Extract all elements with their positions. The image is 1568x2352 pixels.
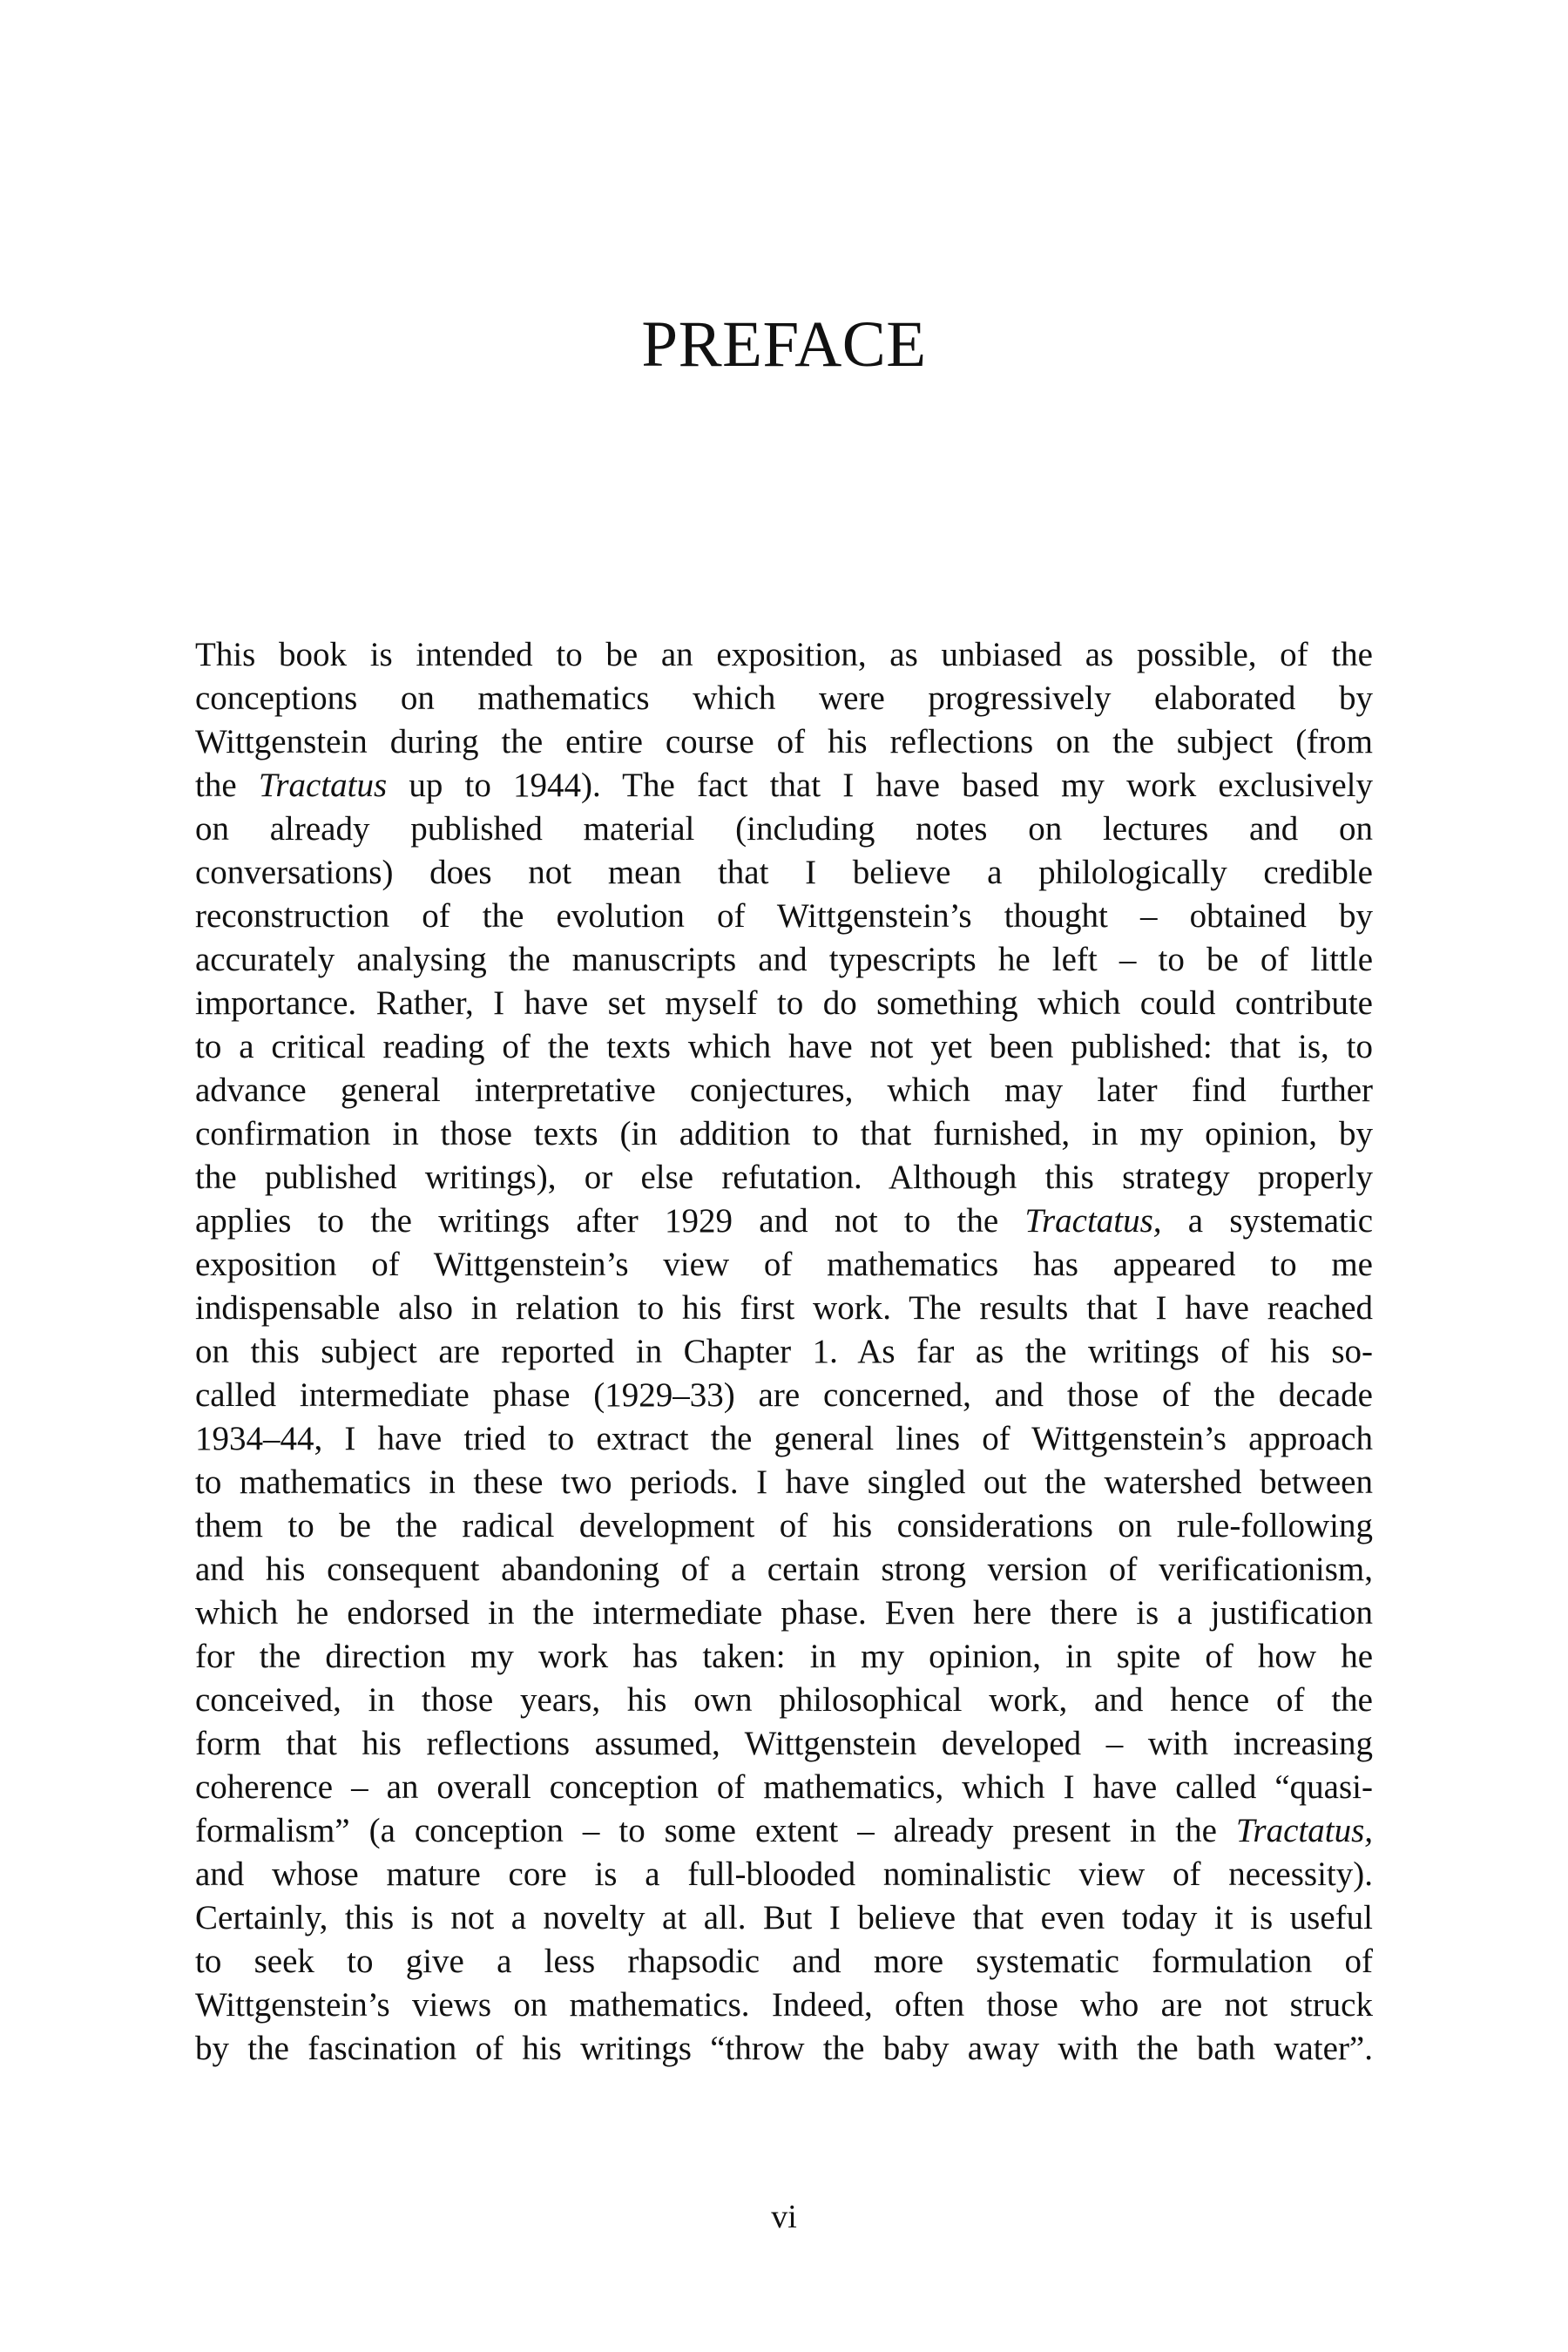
text-line — [195, 1853, 1373, 1896]
text-line — [195, 1330, 1373, 1374]
text-segment: Certainly, this is not a novelty at all. But I believe that even today it is useful — [195, 1899, 1373, 1936]
text-segment: called intermediate phase (1929–33) are concerned, and those of the decade — [195, 1376, 1373, 1414]
text-segment: 1934–44, I have tried to extract the general lines of Wittgenstein’s approach — [195, 1420, 1373, 1457]
text-segment: confirmation in those texts (in addition to that furnished, in my opinion, by — [195, 1115, 1373, 1152]
text-line — [195, 1592, 1373, 1635]
text-segment: exposition of Wittgenstein’s view of mathematics has appeared to me — [195, 1246, 1373, 1283]
text-line — [195, 808, 1373, 851]
text-line — [195, 1984, 1373, 2027]
text-line — [195, 1766, 1373, 1809]
text-segment: and whose mature core is a full-blooded nominalistic view of necessity). — [195, 1855, 1373, 1893]
text-segment: applies to the writings after 1929 and not to the — [195, 1202, 1025, 1240]
text-line — [195, 764, 1373, 808]
text-line — [195, 1548, 1373, 1592]
italic-title: Tractatus, — [1024, 1202, 1162, 1240]
text-segment: to mathematics in these two periods. I have singled out the watershed between — [195, 1463, 1373, 1501]
text-segment: on already published material (including notes on lectures and on — [195, 810, 1373, 848]
text-segment: formalism” (a conception – to some extent – already present in the — [195, 1812, 1236, 1849]
text-segment: advance general interpretative conjectures, which may later find further — [195, 1071, 1373, 1109]
text-segment: accurately analysing the manuscripts and typescripts he left – to be of little — [195, 941, 1373, 978]
text-segment: reconstruction of the evolution of Wittgenstein’s thought – obtained by — [195, 897, 1373, 935]
text-line — [195, 851, 1373, 895]
text-segment: conversations) does not mean that I believe a philologically credible — [195, 854, 1373, 891]
text-line — [195, 982, 1373, 1025]
text-segment: indispensable also in relation to his first work. The results that I have reached — [195, 1289, 1373, 1327]
text-segment: the published writings), or else refutation. Although this strategy properly — [195, 1159, 1373, 1196]
text-line — [195, 938, 1373, 982]
text-segment: form that his reflections assumed, Wittgenstein developed – with increasing — [195, 1725, 1373, 1762]
preface-paragraph — [195, 633, 1373, 2071]
italic-title: Tractatus, — [1235, 1812, 1373, 1849]
text-line — [195, 1243, 1373, 1287]
text-segment: coherence – an overall conception of mathematics, which I have called “quasi- — [195, 1768, 1373, 1806]
text-segment: Wittgenstein during the entire course of his reflections on the subject (from — [195, 723, 1373, 760]
text-line — [195, 1287, 1373, 1330]
text-line — [195, 2027, 1373, 2071]
text-line — [195, 1679, 1373, 1722]
text-segment: by the fascination of his writings “throw the baby away with the bath water”. — [195, 2030, 1373, 2067]
text-segment: and his consequent abandoning of a certain strong version of verificationism, — [195, 1551, 1373, 1588]
text-segment: a systematic — [1161, 1202, 1373, 1240]
text-line — [195, 1374, 1373, 1417]
text-line — [195, 1417, 1373, 1461]
text-line — [195, 633, 1373, 677]
text-line — [195, 1461, 1373, 1504]
italic-title: Tractatus — [258, 767, 388, 804]
text-segment: This book is intended to be an exposition, as unbiased as possible, of the — [195, 636, 1373, 673]
text-line — [195, 895, 1373, 938]
text-segment: to seek to give a less rhapsodic and more systematic formulation of — [195, 1943, 1373, 1980]
text-line — [195, 1504, 1373, 1548]
text-line — [195, 1200, 1373, 1243]
text-segment: importance. Rather, I have set myself to do something which could contribute — [195, 984, 1373, 1022]
text-line — [195, 1025, 1373, 1069]
page-title: PREFACE — [641, 308, 927, 381]
text-segment: them to be the radical development of his considerations on rule-following — [195, 1507, 1373, 1544]
text-line — [195, 720, 1373, 764]
text-line — [195, 1722, 1373, 1766]
text-line — [195, 1112, 1373, 1156]
text-segment: for the direction my work has taken: in my opinion, in spite of how he — [195, 1638, 1373, 1675]
text-line — [195, 677, 1373, 720]
text-line — [195, 1940, 1373, 1984]
text-line — [195, 1156, 1373, 1200]
text-segment: which he endorsed in the intermediate phase. Even here there is a justification — [195, 1594, 1373, 1632]
text-segment: conceived, in those years, his own philosophical work, and hence of the — [195, 1681, 1373, 1719]
text-segment: on this subject are reported in Chapter 1. As far as the writings of his so- — [195, 1333, 1373, 1370]
text-line — [195, 1809, 1373, 1853]
text-segment: up to 1944). The fact that I have based my work exclusively — [387, 767, 1373, 804]
text-line — [195, 1896, 1373, 1940]
text-line — [195, 1069, 1373, 1112]
text-segment: to a critical reading of the texts which have not yet been published: that is, to — [195, 1028, 1373, 1065]
page-number: vi — [771, 2199, 797, 2235]
text-segment: the — [195, 767, 259, 804]
text-line — [195, 1635, 1373, 1679]
text-segment: Wittgenstein’s views on mathematics. Indeed, often those who are not struck — [195, 1986, 1373, 2024]
text-segment: conceptions on mathematics which were progressively elaborated by — [195, 679, 1373, 717]
